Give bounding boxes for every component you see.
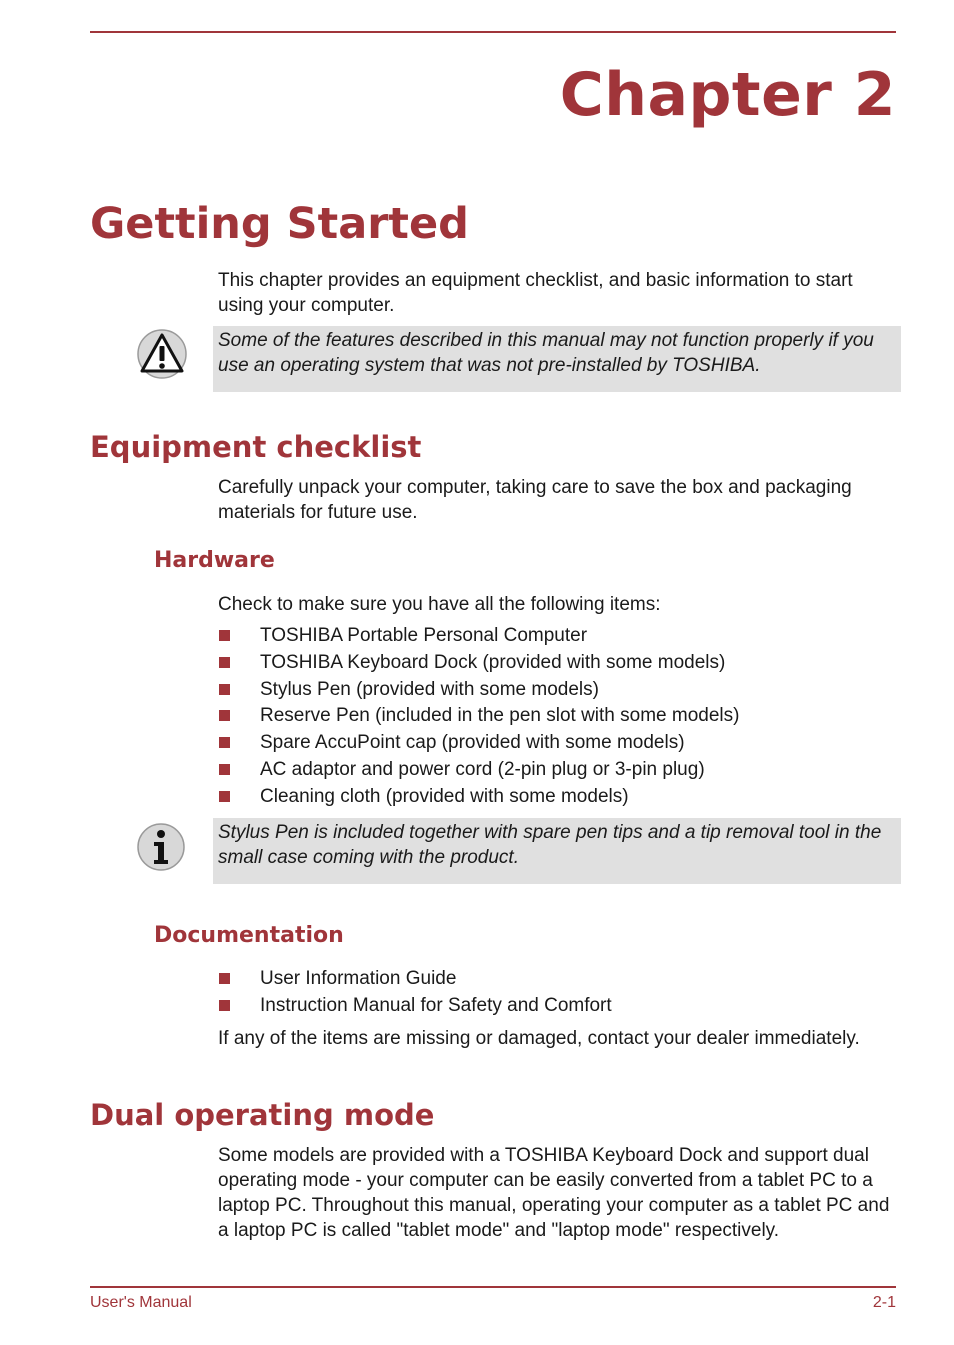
dual-operating-mode-heading: Dual operating mode — [90, 1098, 435, 1132]
list-item: TOSHIBA Keyboard Dock (provided with some models) — [218, 650, 739, 677]
dual-mode-text: Some models are provided with a TOSHIBA Keyboard Dock and support dual operating mode - your computer can be easily converted from a tablet PC to a laptop PC. Throughout this manual, operating your computer as a tablet PC and a laptop PC is called "tablet mode" and "laptop mode" respectively. — [218, 1145, 890, 1241]
bullet-square-icon — [219, 630, 230, 641]
page-title: Getting Started — [90, 199, 469, 249]
bullet-square-icon — [219, 684, 230, 695]
info-note: Stylus Pen is included together with spare pen tips and a tip removal tool in the small case coming with the product. — [213, 818, 901, 884]
chapter-label: Chapter 2 — [559, 60, 896, 130]
bullet-square-icon — [219, 973, 230, 984]
bottom-rule — [90, 1286, 896, 1288]
equipment-checklist-heading: Equipment checklist — [90, 430, 422, 464]
list-item: Cleaning cloth (provided with some models) — [218, 784, 739, 811]
bullet-square-icon — [219, 657, 230, 668]
top-rule — [90, 31, 896, 33]
list-item: Spare AccuPoint cap (provided with some models) — [218, 730, 739, 757]
footer-manual-title: User's Manual — [90, 1294, 192, 1311]
hardware-heading: Hardware — [154, 548, 275, 573]
list-item: User Information Guide — [218, 966, 612, 993]
warning-note: Some of the features described in this manual may not function properly if you use an operating system that was not pre-installed by TOSHIBA. — [213, 326, 901, 392]
info-icon — [136, 822, 186, 877]
hardware-intro: Check to make sure you have all the following items: — [218, 594, 661, 615]
equipment-text: Carefully unpack your computer, taking care to save the box and packaging materials for future use. — [218, 477, 852, 523]
documentation-text: If any of the items are missing or damaged, contact your dealer immediately. — [218, 1028, 860, 1049]
intro-text: This chapter provides an equipment checklist, and basic information to start using your computer. — [218, 270, 853, 316]
bullet-square-icon — [219, 791, 230, 802]
bullet-square-icon — [219, 710, 230, 721]
footer-page-number: 2-1 — [872, 1294, 896, 1311]
documentation-list — [218, 966, 612, 1020]
bullet-square-icon — [219, 1000, 230, 1011]
list-item: Stylus Pen (provided with some models) — [218, 677, 739, 704]
warning-icon — [136, 328, 188, 385]
list-item: Reserve Pen (included in the pen slot with some models) — [218, 703, 739, 730]
bullet-square-icon — [219, 737, 230, 748]
list-item: TOSHIBA Portable Personal Computer — [218, 623, 739, 650]
list-item: AC adaptor and power cord (2-pin plug or 3-pin plug) — [218, 757, 739, 784]
bullet-square-icon — [219, 764, 230, 775]
hardware-list — [218, 623, 739, 811]
documentation-heading: Documentation — [154, 923, 344, 948]
list-item: Instruction Manual for Safety and Comfort — [218, 993, 612, 1020]
